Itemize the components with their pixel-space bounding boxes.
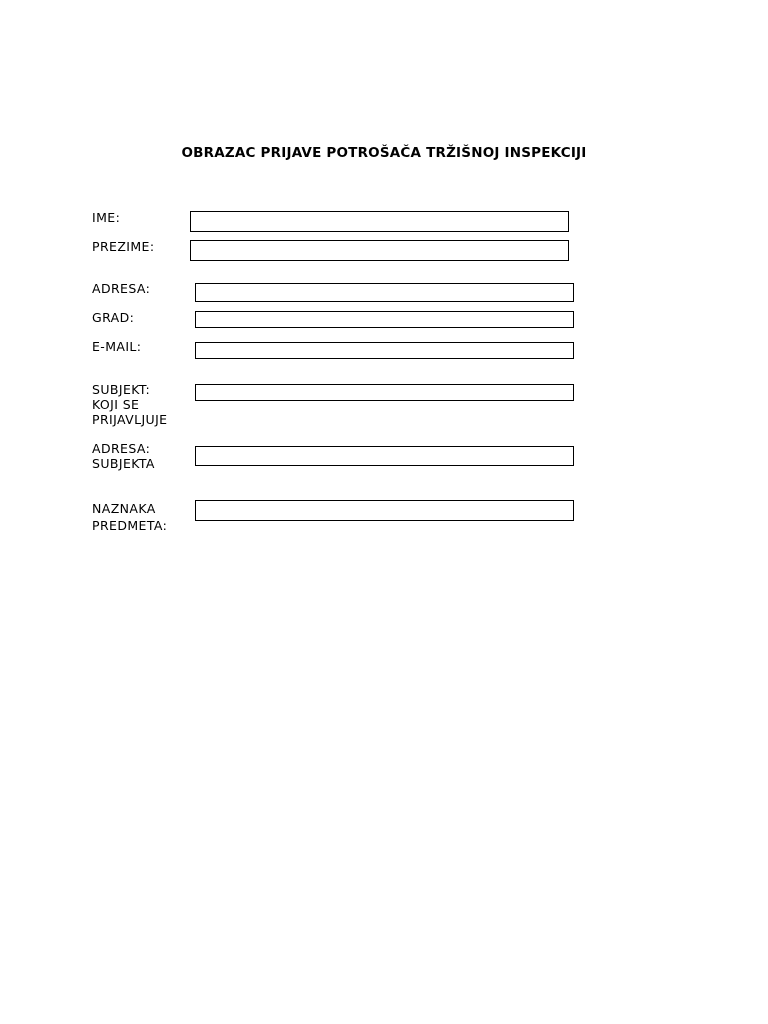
adresa-subjekta-label-line-2: SUBJEKTA bbox=[92, 456, 155, 471]
adresa-subjekta-label bbox=[92, 441, 155, 471]
naznaka-predmeta-label bbox=[92, 500, 167, 534]
page-title: OBRAZAC PRIJAVE POTROŠAČA TRŽIŠNOJ INSPEKCIJI bbox=[181, 145, 587, 161]
prezime-label: PREZIME: bbox=[92, 239, 155, 254]
subjekt-label bbox=[92, 382, 167, 427]
grad-label: GRAD: bbox=[92, 310, 135, 325]
subjekt-label-line-2: KOJI SE bbox=[92, 397, 140, 412]
naznaka-predmeta-label-line-2: PREDMETA: bbox=[92, 518, 168, 533]
naznaka-predmeta-input[interactable] bbox=[195, 500, 574, 521]
naznaka-predmeta-label-line-1: NAZNAKA bbox=[92, 501, 156, 516]
subjekt-label-line-1: SUBJEKT: bbox=[92, 382, 151, 397]
subjekt-input[interactable] bbox=[195, 384, 574, 401]
subjekt-label-line-3: PRIJAVLJUJE bbox=[92, 412, 168, 427]
ime-input[interactable] bbox=[190, 211, 569, 232]
grad-input[interactable] bbox=[195, 311, 574, 328]
email-input[interactable] bbox=[195, 342, 574, 359]
adresa-subjekta-input[interactable] bbox=[195, 446, 574, 466]
ime-label: IME: bbox=[92, 210, 121, 225]
adresa-label: ADRESA: bbox=[92, 281, 151, 296]
prezime-input[interactable] bbox=[190, 240, 569, 261]
adresa-subjekta-label-line-1: ADRESA: bbox=[92, 441, 151, 456]
adresa-input[interactable] bbox=[195, 283, 574, 302]
email-label: E-MAIL: bbox=[92, 339, 142, 354]
